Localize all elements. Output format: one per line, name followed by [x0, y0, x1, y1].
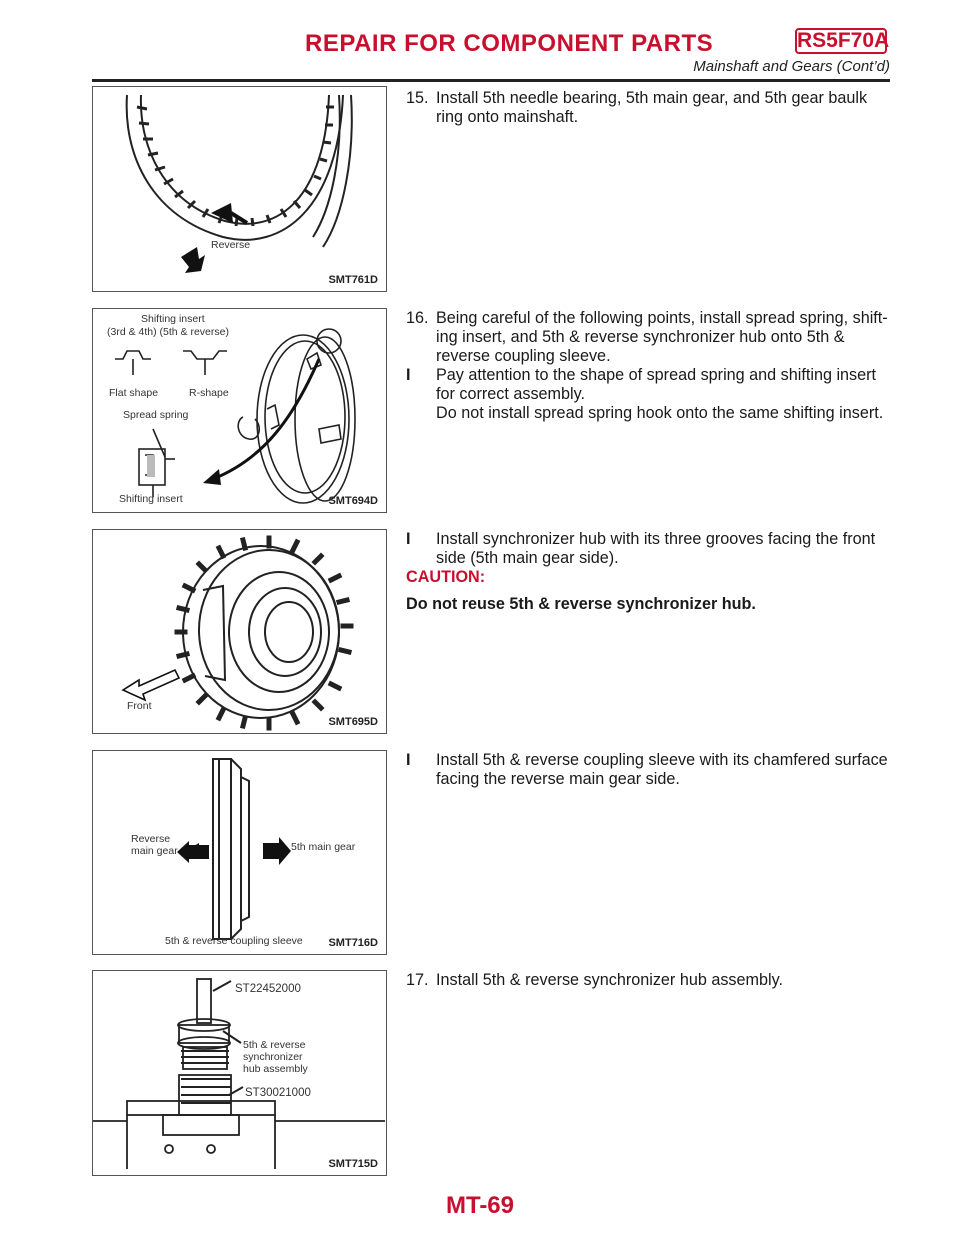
section-title: REPAIR FOR COMPONENT PARTS [305, 30, 714, 57]
bullet-coupling-sleeve [406, 751, 891, 789]
bullet-text: Install 5th & reverse coupling sleeve with its chamfered surface [436, 751, 888, 769]
label-reverse: Reverse [211, 239, 251, 251]
step-text: Install 5th & reverse synchronizer hub assembly. [436, 971, 783, 989]
bullet-text: for correct assembly. [436, 385, 586, 403]
figure-smt716d [92, 750, 387, 955]
bullet-spread-spring [406, 366, 891, 423]
sleeve-orientation-note [406, 751, 891, 789]
figure-smt694d [92, 308, 387, 513]
figure-code: SMT694D [328, 495, 378, 507]
label-fifth-main-gear: 5th main gear [291, 841, 356, 853]
label-shifting-insert-title [141, 313, 205, 325]
caution-title: CAUTION: [406, 568, 486, 586]
step-text-continued: ring onto mainshaft. [436, 108, 579, 126]
model-badge: RS5F70A [797, 29, 890, 52]
step-text-continued: reverse coupling sleeve. [436, 347, 611, 365]
step-number: 16. [406, 309, 429, 327]
hub-orientation-note [406, 530, 891, 614]
step-15 [406, 89, 891, 127]
label-coupling-sleeve: 5th & reverse coupling sleeve [165, 935, 303, 947]
label-tool-st30021000: ST30021000 [245, 1087, 311, 1099]
step-17 [406, 971, 891, 990]
figure-code: SMT715D [328, 1158, 378, 1170]
caution-text: Do not reuse 5th & reverse synchronizer hub. [406, 595, 756, 613]
label-r-shape: R-shape [189, 387, 229, 399]
label-shifting-insert: Shifting insert [119, 493, 183, 505]
label-tool-st22452000: ST22452000 [235, 983, 301, 995]
bullet-mark: I [406, 530, 411, 548]
label-line: hub assembly [243, 1063, 308, 1075]
figure-code: SMT761D [328, 274, 378, 286]
bullet-mark: I [406, 751, 411, 769]
label-line: Shifting insert [141, 313, 205, 325]
label-line: synchronizer [243, 1051, 303, 1063]
step-text-continued: ing insert, and 5th & reverse synchronizer hub onto 5th & [436, 328, 845, 346]
header-rule [92, 79, 890, 82]
figure-smt715d [92, 970, 387, 1176]
figure-code: SMT695D [328, 716, 378, 728]
bullet-text: facing the reverse main gear side. [436, 770, 680, 788]
figure-smt761d [92, 86, 387, 292]
label-spread-spring: Spread spring [123, 409, 189, 421]
section-subtitle: Mainshaft and Gears (Cont’d) [693, 58, 890, 75]
label-line: main gear [131, 845, 178, 857]
step-text: Install 5th needle bearing, 5th main gear, and 5th gear baulk [436, 89, 868, 107]
label-flat-shape: Flat shape [109, 387, 159, 399]
label-reverse-main-gear [131, 833, 178, 857]
step-number: 15. [406, 89, 429, 107]
step-16 [406, 309, 891, 423]
label-front: Front [127, 700, 152, 712]
label-line: Reverse [131, 833, 171, 845]
page-number: MT-69 [445, 1192, 514, 1219]
label-shifting-insert-types [107, 326, 229, 338]
label-hub-assembly [243, 1039, 308, 1075]
bullet-text: side (5th main gear side). [436, 549, 619, 567]
step-text: Being careful of the following points, install spread spring, shift- [436, 309, 888, 327]
synchronizer-ring-drawing [93, 87, 385, 290]
bullet-hub-grooves [406, 530, 891, 568]
bullet-text: Install synchronizer hub with its three grooves facing the front [436, 530, 876, 548]
figure-code: SMT716D [328, 937, 378, 949]
bullet-text: Do not install spread spring hook onto the same shifting insert. [436, 404, 884, 422]
step-number: 17. [406, 971, 429, 989]
label-line: 5th & reverse [243, 1039, 306, 1051]
bullet-mark: I [406, 366, 411, 384]
figure-smt695d [92, 529, 387, 734]
label-line: (3rd & 4th) (5th & reverse) [107, 326, 229, 338]
bullet-text: Pay attention to the shape of spread spring and shifting insert [436, 366, 877, 384]
press-installation-drawing [93, 971, 385, 1174]
